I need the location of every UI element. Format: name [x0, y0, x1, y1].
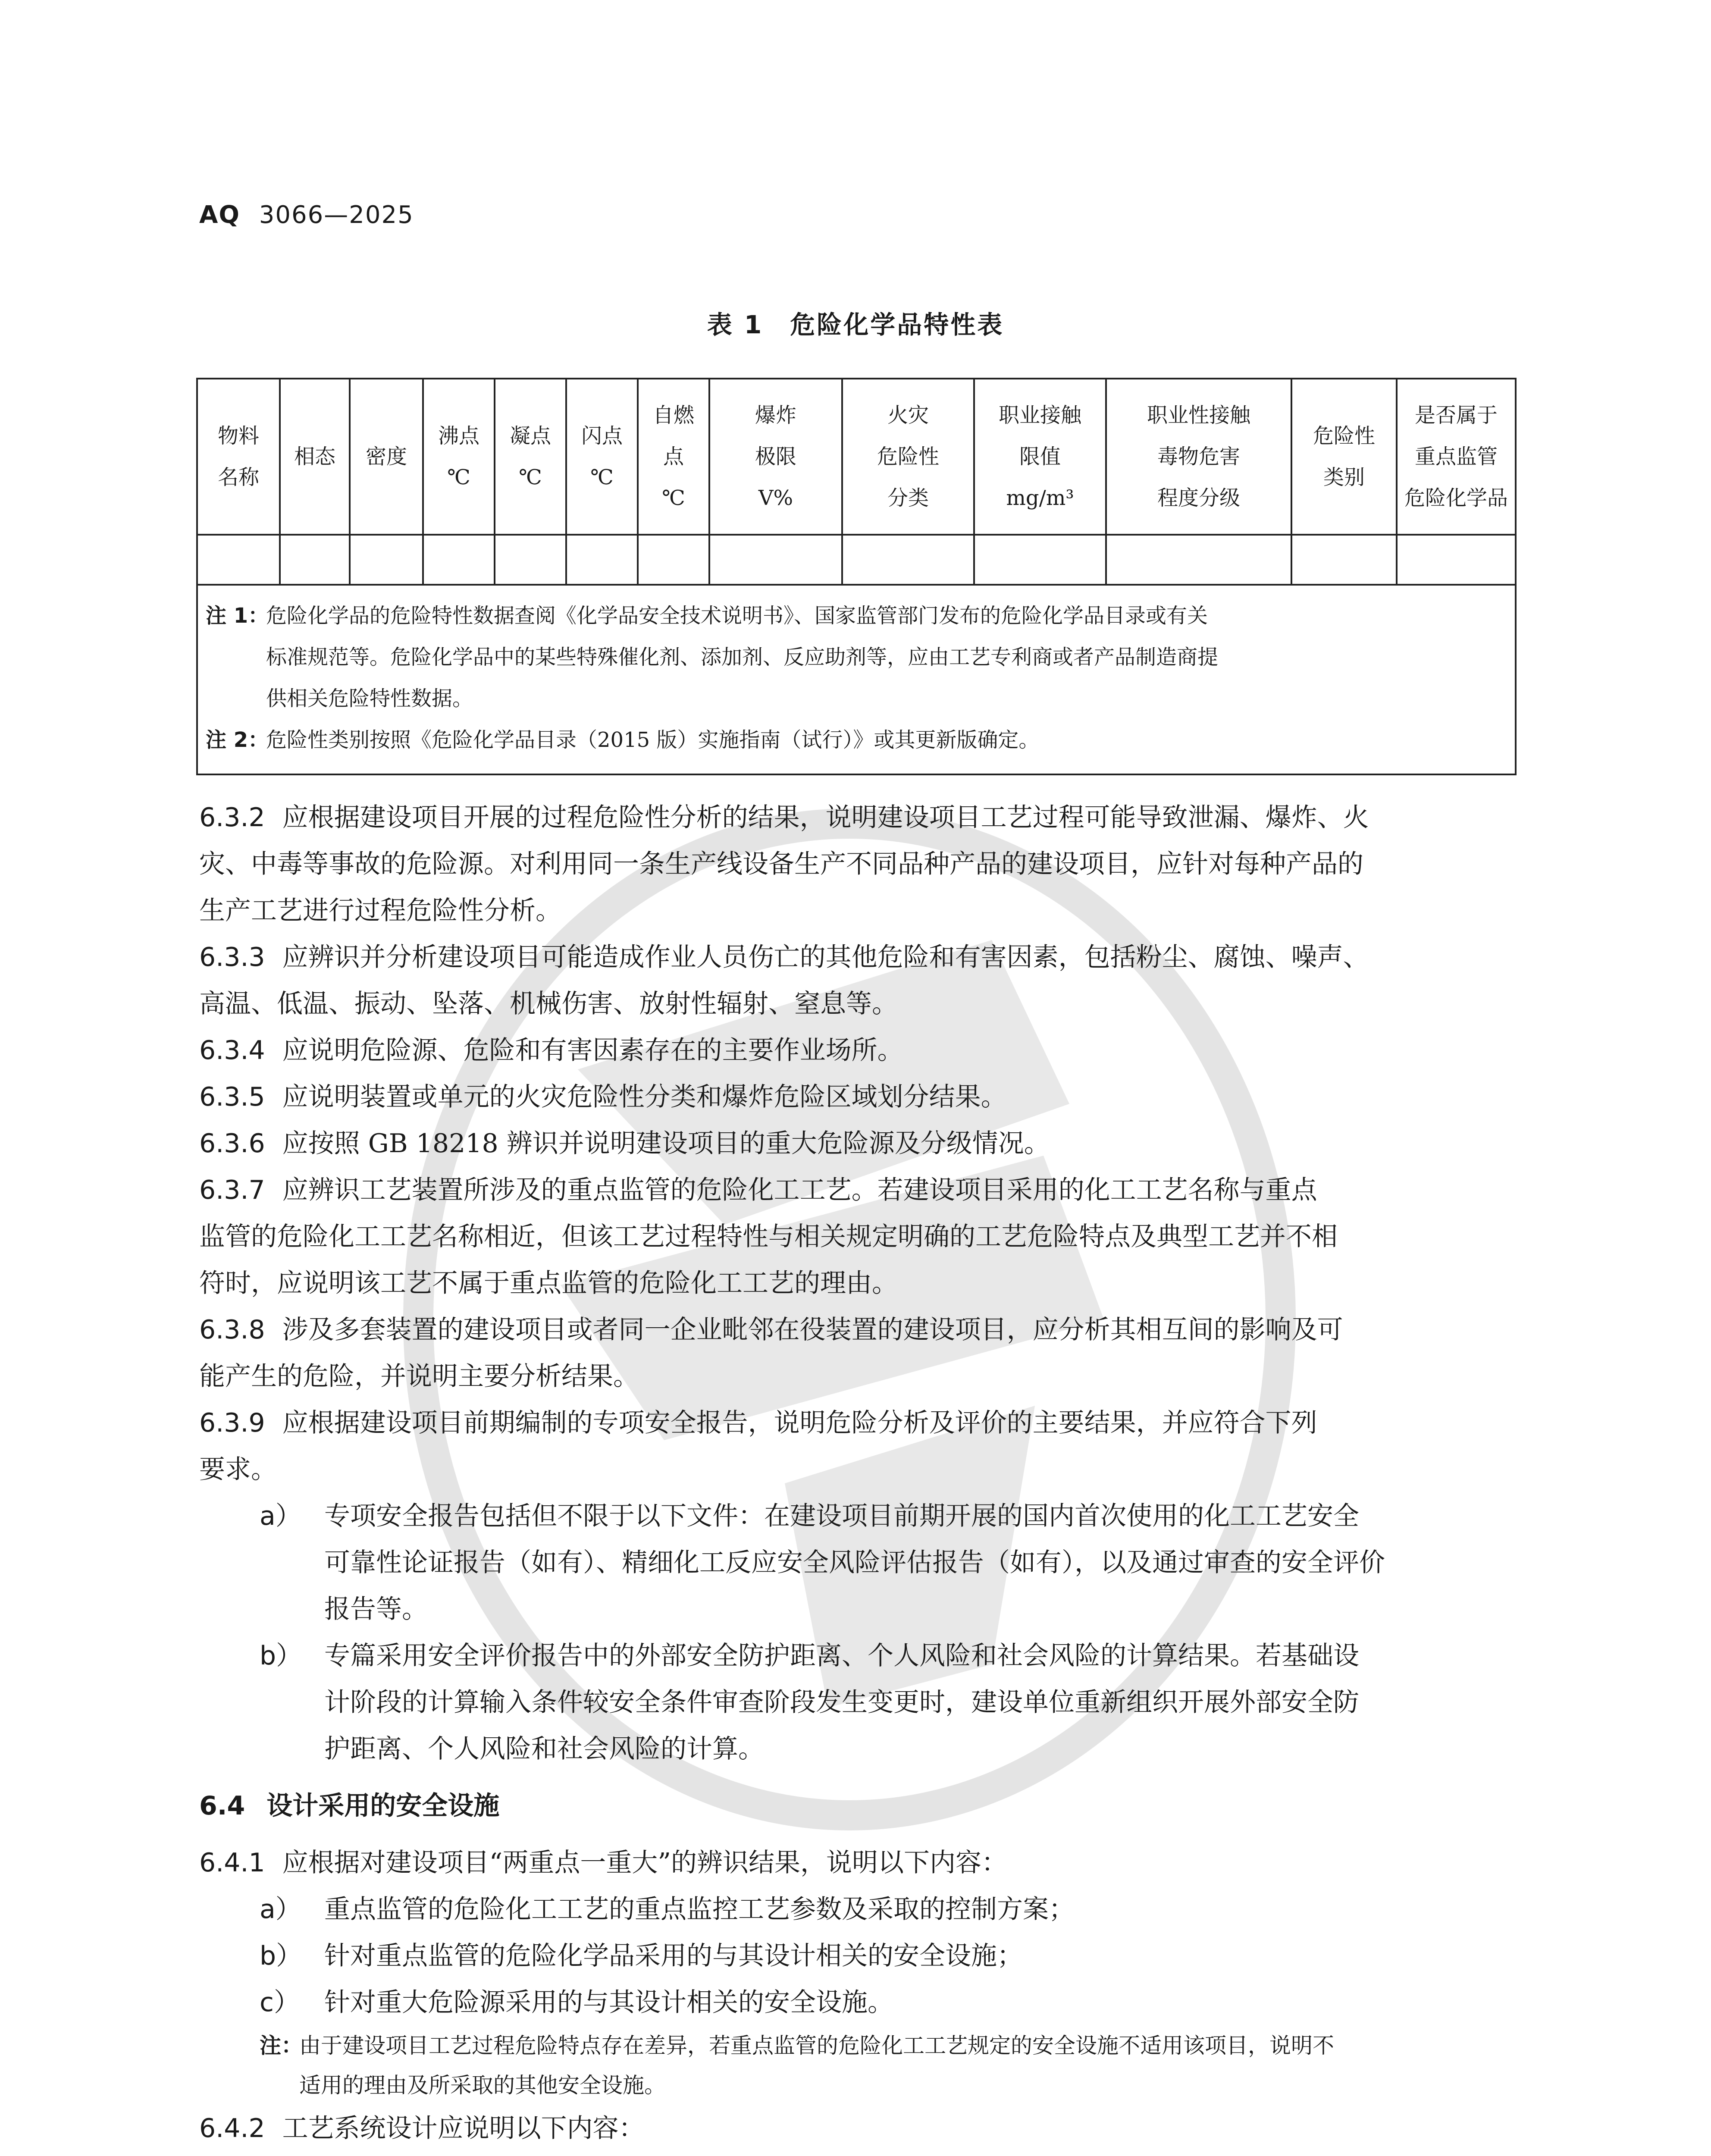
clause-6-3-5: 6.3.5 应说明装置或单元的火灾危险性分类和爆炸危险区域划分结果。: [199, 1082, 1007, 1112]
column-header-explosion-limit: 爆炸 极限 V%: [709, 379, 842, 535]
section-heading-6-4: 6.4 设计采用的安全设施: [199, 1791, 500, 1821]
clause-6-3-7: 6.3.7 应辨识工艺装置所涉及的重点监管的危险化工工艺。若建设项目采用的化工工艺名称与重点 监管的危险化工工艺名称相近，但该工艺过程特性与相关规定明确的工艺危险特点及典型工艺并不相 符时，应说明该工艺不属于重点监管的危险化工工艺的理由。: [199, 1175, 1338, 1298]
list-item: b） 专篇采用安全评价报告中的外部安全防护距离、个人风险和社会风险的计算结果。若基础设 计阶段的计算输入条件较安全条件审查阶段发生变更时，建设单位重新组织开展外部安全防 护距离、个人风险和社会风险的计算。: [260, 1641, 1359, 1764]
column-header-toxicity-grade: 职业性接触 毒物危害 程度分级: [1106, 379, 1291, 535]
column-header-density: 密度: [350, 379, 423, 535]
list-item: [199, 2152, 1519, 2156]
column-header-hazard-category: 危险性 类别: [1291, 379, 1397, 535]
clause-6-4-1-note: 注： 由于建设项目工艺过程危险特点存在差异，若重点监管的危险化工工艺规定的安全设施不适用该项目，说明不 适用的理由及所采取的其他安全设施。: [260, 2033, 1334, 2098]
table-header-row: [197, 379, 1516, 535]
column-header-material-name: 物料 名称: [197, 379, 280, 535]
list-item: b） 针对重点监管的危险化学品采用的与其设计相关的安全设施；: [260, 1941, 1023, 1971]
column-header-key-supervised: 是否属于 重点监管 危险化学品: [1397, 379, 1516, 535]
column-header-exposure-limit: 职业接触 限值 mg/m³: [974, 379, 1106, 535]
clause-6-4-2: 6.4.2 工艺系统设计应说明以下内容：: [199, 2113, 645, 2143]
list-item: a） 重点监管的危险化工工艺的重点监控工艺参数及采取的控制方案；: [260, 1894, 1075, 1924]
table-caption: 表 1 危险化学品特性表: [707, 310, 1004, 339]
column-header-boiling-point: 沸点 ℃: [423, 379, 495, 535]
clause-6-3-9: 6.3.9 应根据建设项目前期编制的专项安全报告，说明危险分析及评价的主要结果，并应符合下列 要求。: [199, 1408, 1317, 1485]
clause-6-3-3: 6.3.3 应辨识并分析建设项目可能造成作业人员伤亡的其他危险和有害因素，包括粉尘、腐蚀、噪声、 高温、低温、振动、坠落、机械伤害、放射性辐射、窒息等。: [199, 942, 1369, 1019]
column-header-phase: 相态: [280, 379, 350, 535]
standard-header: [199, 201, 414, 229]
column-header-flash-point: 闪点 ℃: [566, 379, 638, 535]
clause-6-3-4: 6.3.4 应说明危险源、危险和有害因素存在的主要作业场所。: [199, 1035, 903, 1065]
list-item: a） 专项安全报告包括但不限于以下文件：在建设项目前期开展的国内首次使用的化工工艺安全 可靠性论证报告（如有）、精细化工反应安全风险评估报告（如有），以及通过审查的安全评价 报告等。: [260, 1501, 1385, 1624]
column-header-autoignition-point: 自燃 点 ℃: [638, 379, 709, 535]
table-notes-row: [197, 585, 1516, 774]
document-body: [199, 794, 1519, 2156]
column-header-freezing-point: 凝点 ℃: [495, 379, 566, 535]
table-row: [197, 535, 1516, 585]
table-note-1: 注 1： 危险化学品的危险特性数据查阅《化学品安全技术说明书》、国家监管部门发布的危险化学品目录或有关 标准规范等。危险化学品中的某些特殊催化剂、添加剂、反应助剂等，应由工艺专利商或者产品制造商提 供相关危险特性数据。: [206, 604, 1219, 711]
clause-6-3-8: 6.3.8 涉及多套装置的建设项目或者同一企业毗邻在役装置的建设项目，应分析其相互间的影响及可 能产生的危险，并说明主要分析结果。: [199, 1315, 1343, 1391]
standard-code-prefix: AQ: [199, 201, 240, 229]
clause-6-3-6: 6.3.6 应按照 GB 18218 辨识并说明建设项目的重大危险源及分级情况。: [199, 1128, 1050, 1159]
clause-6-3-2: 6.3.2 应根据建设项目开展的过程危险性分析的结果，说明建设项目工艺过程可能导致泄漏、爆炸、火 灾、中毒等事故的危险源。对利用同一条生产线设备生产不同品种产品的建设项目，应针对每种产品的 生产工艺进行过程危险性分析。: [199, 802, 1369, 926]
table-note-2: 注 2： 危险性类别按照《危险化学品目录（2015 版）实施指南（试行）》或其更新版确定。: [206, 728, 1040, 752]
chemical-properties-table: [196, 378, 1515, 775]
standard-code-number: 3066—2025: [259, 201, 414, 229]
list-item: c） 针对重大危险源采用的与其设计相关的安全设施。: [260, 1987, 893, 2018]
column-header-fire-hazard-class: 火灾 危险性 分类: [842, 379, 974, 535]
clause-6-4-1: 6.4.1 应根据对建设项目“两重点一重大”的辨识结果，说明以下内容：: [199, 1848, 1008, 1878]
table-notes: [197, 585, 1516, 774]
